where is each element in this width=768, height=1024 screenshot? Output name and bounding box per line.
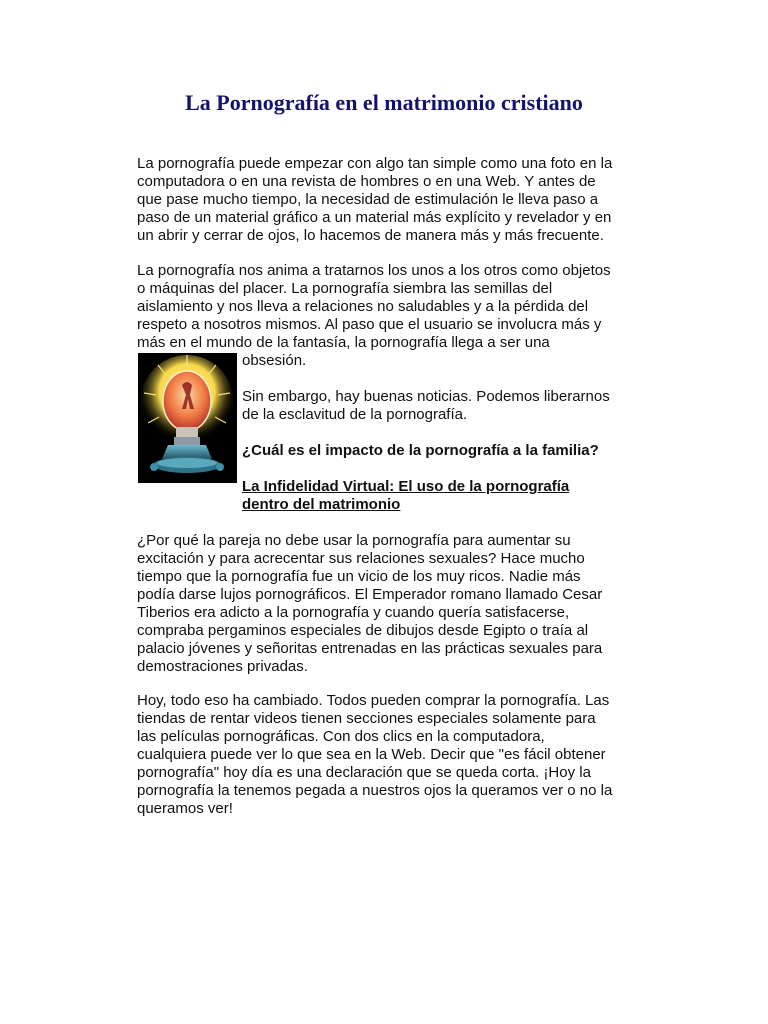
paragraph-intro bbox=[137, 155, 637, 245]
text-line: Tiberios era adicto a la pornografía y cuando quería satisfacerse, bbox=[137, 604, 570, 621]
paragraph-today bbox=[137, 692, 637, 818]
paragraph-objects bbox=[137, 262, 637, 352]
text-line: tiendas de rentar videos tienen secciones especiales solamente para bbox=[137, 710, 596, 727]
heading-line: La Infidelidad Virtual: El uso de la pornografía bbox=[242, 478, 570, 495]
heading-line: dentro del matrimonio bbox=[242, 496, 401, 513]
text-line: ¿Por qué la pareja no debe usar la pornografía para aumentar su bbox=[137, 532, 571, 549]
heading-family-impact bbox=[242, 442, 642, 460]
text-line: Hoy, todo eso ha cambiado. Todos pueden comprar la pornografía. Las bbox=[137, 692, 610, 709]
text-line: compraba pergaminos especiales de dibujos desde Egipto o traía al bbox=[137, 622, 589, 639]
text-line: que pase mucho tiempo, la necesidad de estimulación le lleva paso a bbox=[137, 191, 599, 208]
text-line: aislamiento y nos lleva a relaciones no saludables y a la pérdida del bbox=[137, 298, 589, 315]
document-title: La Pornografía en el matrimonio cristiano bbox=[185, 90, 583, 115]
text-line: o máquinas del placer. La pornografía siembra las semillas del bbox=[137, 280, 553, 297]
text-line: La pornografía puede empezar con algo tan simple como una foto en la bbox=[137, 155, 613, 172]
lightbulb-figure-illustration bbox=[138, 353, 237, 483]
text-line: Sin embargo, hay buenas noticias. Podemos liberarnos bbox=[242, 388, 610, 405]
text-line: excitación y para acrecentar sus relaciones sexuales? Hace mucho bbox=[137, 550, 585, 567]
text-line: paso de un material gráfico a un material más explícito y revelador y en bbox=[137, 209, 612, 226]
paragraph-history bbox=[137, 532, 637, 676]
text-line: palacio jóvenes y señoritas entrenadas en las prácticas sexuales para bbox=[137, 640, 603, 657]
text-line: La pornografía nos anima a tratarnos los unos a los otros como objetos bbox=[137, 262, 611, 279]
heading-line: ¿Cuál es el impacto de la pornografía a la familia? bbox=[242, 442, 599, 459]
text-line: pornografía" hoy día es una declaración que se queda corta. ¡Hoy la bbox=[137, 764, 591, 781]
text-line: un abrir y cerrar de ojos, lo hacemos de manera más y más frecuente. bbox=[137, 227, 604, 244]
text-line: de la esclavitud de la pornografía. bbox=[242, 406, 468, 423]
text-line: queramos ver! bbox=[137, 800, 233, 817]
text-line: pornografía la tenemos pegada a nuestros ojos la queramos ver o no la bbox=[137, 782, 613, 799]
text-line: podía darse lujos pornográficos. El Emperador romano llamado Cesar bbox=[137, 586, 603, 603]
text-line: cualquiera puede ver lo que sea en la Web. Decir que "es fácil obtener bbox=[137, 746, 606, 763]
text-line: más en el mundo de la fantasía, la pornografía llega a ser una bbox=[137, 334, 550, 351]
text-line: tiempo que la pornografía fue un vicio de los muy ricos. Nadie más bbox=[137, 568, 581, 585]
paragraph-good-news bbox=[242, 388, 642, 424]
text-line: respeto a nosotros mismos. Al paso que el usuario se involucra más y bbox=[137, 316, 602, 333]
paragraph-obsession-tail bbox=[242, 352, 642, 370]
heading-virtual-infidelity bbox=[242, 478, 642, 514]
text-line: computadora o en una revista de hombres o en una Web. Y antes de bbox=[137, 173, 596, 190]
text-line: obsesión. bbox=[242, 352, 307, 369]
text-line: demostraciones privadas. bbox=[137, 658, 308, 675]
text-line: las películas pornográficas. Con dos clics en la computadora, bbox=[137, 728, 545, 745]
